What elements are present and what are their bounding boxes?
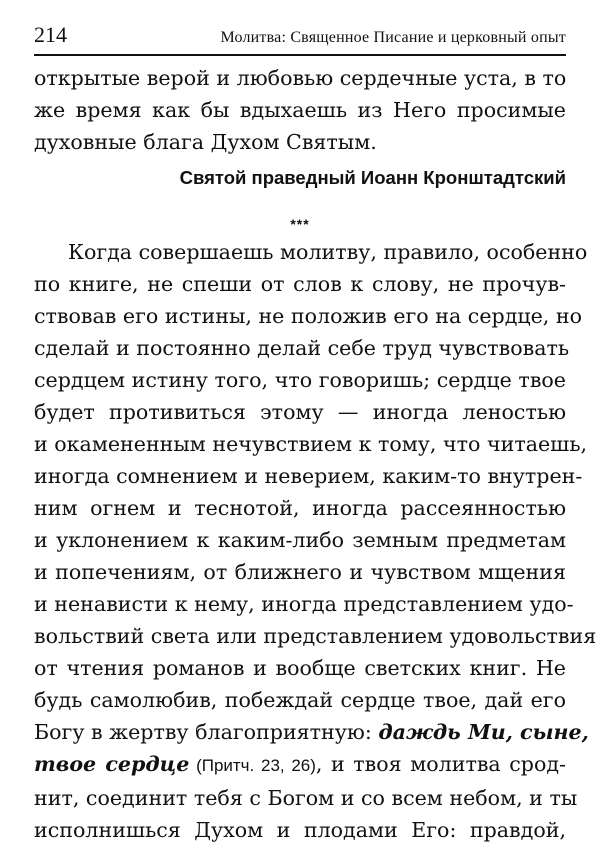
text-line: духовные блага Духом Святым.	[34, 130, 377, 154]
text-line: и ненависти к нему, иногда представлением удо-	[34, 592, 574, 616]
text-line: будь самолюбив, побеждай сердце твое, дай его	[34, 688, 566, 712]
page-header	[34, 22, 566, 56]
text-line: ним огнем и теснотой, иногда рассеянностью	[34, 496, 566, 520]
text-line: же время как бы вдыхаешь из Него просимые	[34, 98, 566, 122]
text-line: будет противиться этому — иногда леностью	[34, 400, 566, 424]
text-line: и попечениям, от ближнего и чувством мщения	[34, 560, 566, 584]
page-number: 214	[34, 22, 67, 47]
text-line: вольствий света или представлением удовольствия	[34, 624, 597, 648]
running-head: Молитва: Священное Писание и церковный опыт	[220, 29, 566, 46]
text-line: нит, соединит тебя с Богом и со всем небом, и ты	[34, 786, 578, 810]
intro-paragraph	[34, 62, 566, 158]
text-line: ствовав его истины, не положив его на сердце, но	[34, 304, 583, 328]
scripture-quote: даждь Ми, сыне,	[378, 720, 589, 744]
text-line: по книге, не спеши от слов к слову, не прочув-	[34, 272, 566, 296]
text-segment: Богу в жертву благоприятную:	[34, 720, 379, 744]
main-paragraph	[34, 236, 597, 846]
text-line: открытые верой и любовью сердечные уста, в то	[34, 66, 567, 90]
text-line: и окамененным нечувствием к тому, что читаешь,	[34, 432, 588, 456]
text-line: Когда совершаешь молитву, правило, особенно	[68, 240, 588, 264]
text-segment: , и твоя молитва срод-	[315, 752, 567, 776]
text-line	[34, 748, 566, 782]
text-line: от чтения романов и вообще светских книг. Не	[34, 656, 566, 680]
text-line: иногда сомнением и неверием, каким-то внутрен-	[34, 464, 583, 488]
scripture-quote: твое сердце	[34, 752, 190, 776]
book-page	[34, 22, 597, 846]
text-line: сердцем истину того, что говоришь; сердце твое	[34, 368, 566, 392]
text-line: сделай и постоянно делай себе труд чувствовать	[34, 336, 570, 360]
quote-attribution: Святой праведный Иоанн Кронштадтский	[179, 167, 566, 188]
text-line: исполнишься Духом и плодами Его: правдой,	[34, 818, 566, 842]
text-line: и уклонением к каким-либо земным предметам	[34, 528, 566, 552]
text-line	[34, 716, 589, 748]
section-separator: ***	[290, 216, 310, 232]
scripture-reference: (Притч. 23, 26)	[189, 756, 316, 775]
